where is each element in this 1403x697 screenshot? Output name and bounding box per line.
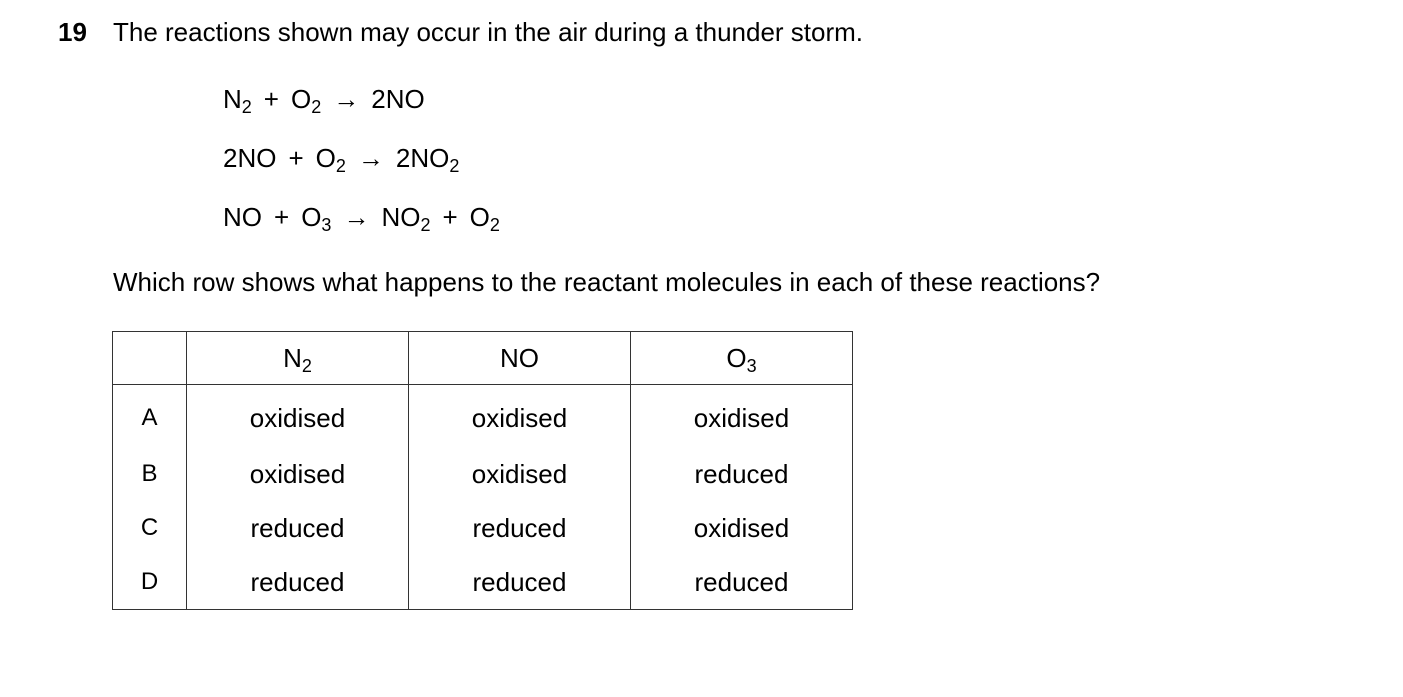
table-cell: oxidised xyxy=(187,385,409,448)
table-cell: oxidised xyxy=(409,447,631,501)
table-cell: reduced xyxy=(631,447,853,501)
reaction-arrow: → xyxy=(343,202,370,232)
formula: $O_2$ xyxy=(469,202,500,235)
formula: $2NO_2$ xyxy=(395,143,460,176)
table-cell: reduced xyxy=(187,555,409,610)
table-header-row xyxy=(113,332,853,385)
table-cell: oxidised xyxy=(631,385,853,448)
table-cell: oxidised xyxy=(631,501,853,555)
answer-options-table xyxy=(112,331,853,610)
equations-block xyxy=(223,83,500,260)
table-row xyxy=(113,447,853,501)
table-cell: reduced xyxy=(631,555,853,610)
equation-2 xyxy=(223,142,500,201)
reaction-arrow: → xyxy=(357,143,384,173)
table-row xyxy=(113,555,853,610)
header-empty-cell xyxy=(113,332,187,385)
table-cell: reduced xyxy=(409,501,631,555)
formula: $O_2$ xyxy=(315,143,346,176)
plus-sign: + xyxy=(288,143,304,173)
formula: $N_2$ xyxy=(223,84,252,117)
formula: NO xyxy=(223,202,262,232)
formula: 2NO xyxy=(371,84,425,114)
option-letter: D xyxy=(113,555,187,610)
table-row xyxy=(113,385,853,448)
reaction-arrow: → xyxy=(333,84,360,114)
formula: $NO_2$ xyxy=(381,202,431,235)
table-cell: oxidised xyxy=(187,447,409,501)
option-letter: C xyxy=(113,501,187,555)
plus-sign: + xyxy=(274,202,290,232)
question-prompt: Which row shows what happens to the reactant molecules in each of these reactions? xyxy=(113,267,1101,297)
header-no: NO xyxy=(409,332,631,385)
table-cell: reduced xyxy=(409,555,631,610)
table-cell: reduced xyxy=(187,501,409,555)
header-o3: $O_3$ xyxy=(631,332,853,385)
question-text: The reactions shown may occur in the air during a thunder storm. xyxy=(113,17,864,47)
equation-3 xyxy=(223,201,500,260)
formula: $O_2$ xyxy=(290,84,322,117)
table-row xyxy=(113,501,853,555)
equation-1 xyxy=(223,83,500,142)
formula: 2NO xyxy=(223,143,277,173)
formula: $O_3$ xyxy=(301,202,332,235)
option-letter: A xyxy=(113,385,187,448)
question-number: 19 xyxy=(58,17,87,47)
table-cell: oxidised xyxy=(409,385,631,448)
option-letter: B xyxy=(113,447,187,501)
header-n2: $N_2$ xyxy=(187,332,409,385)
plus-sign: + xyxy=(442,202,458,232)
plus-sign: + xyxy=(263,84,279,114)
